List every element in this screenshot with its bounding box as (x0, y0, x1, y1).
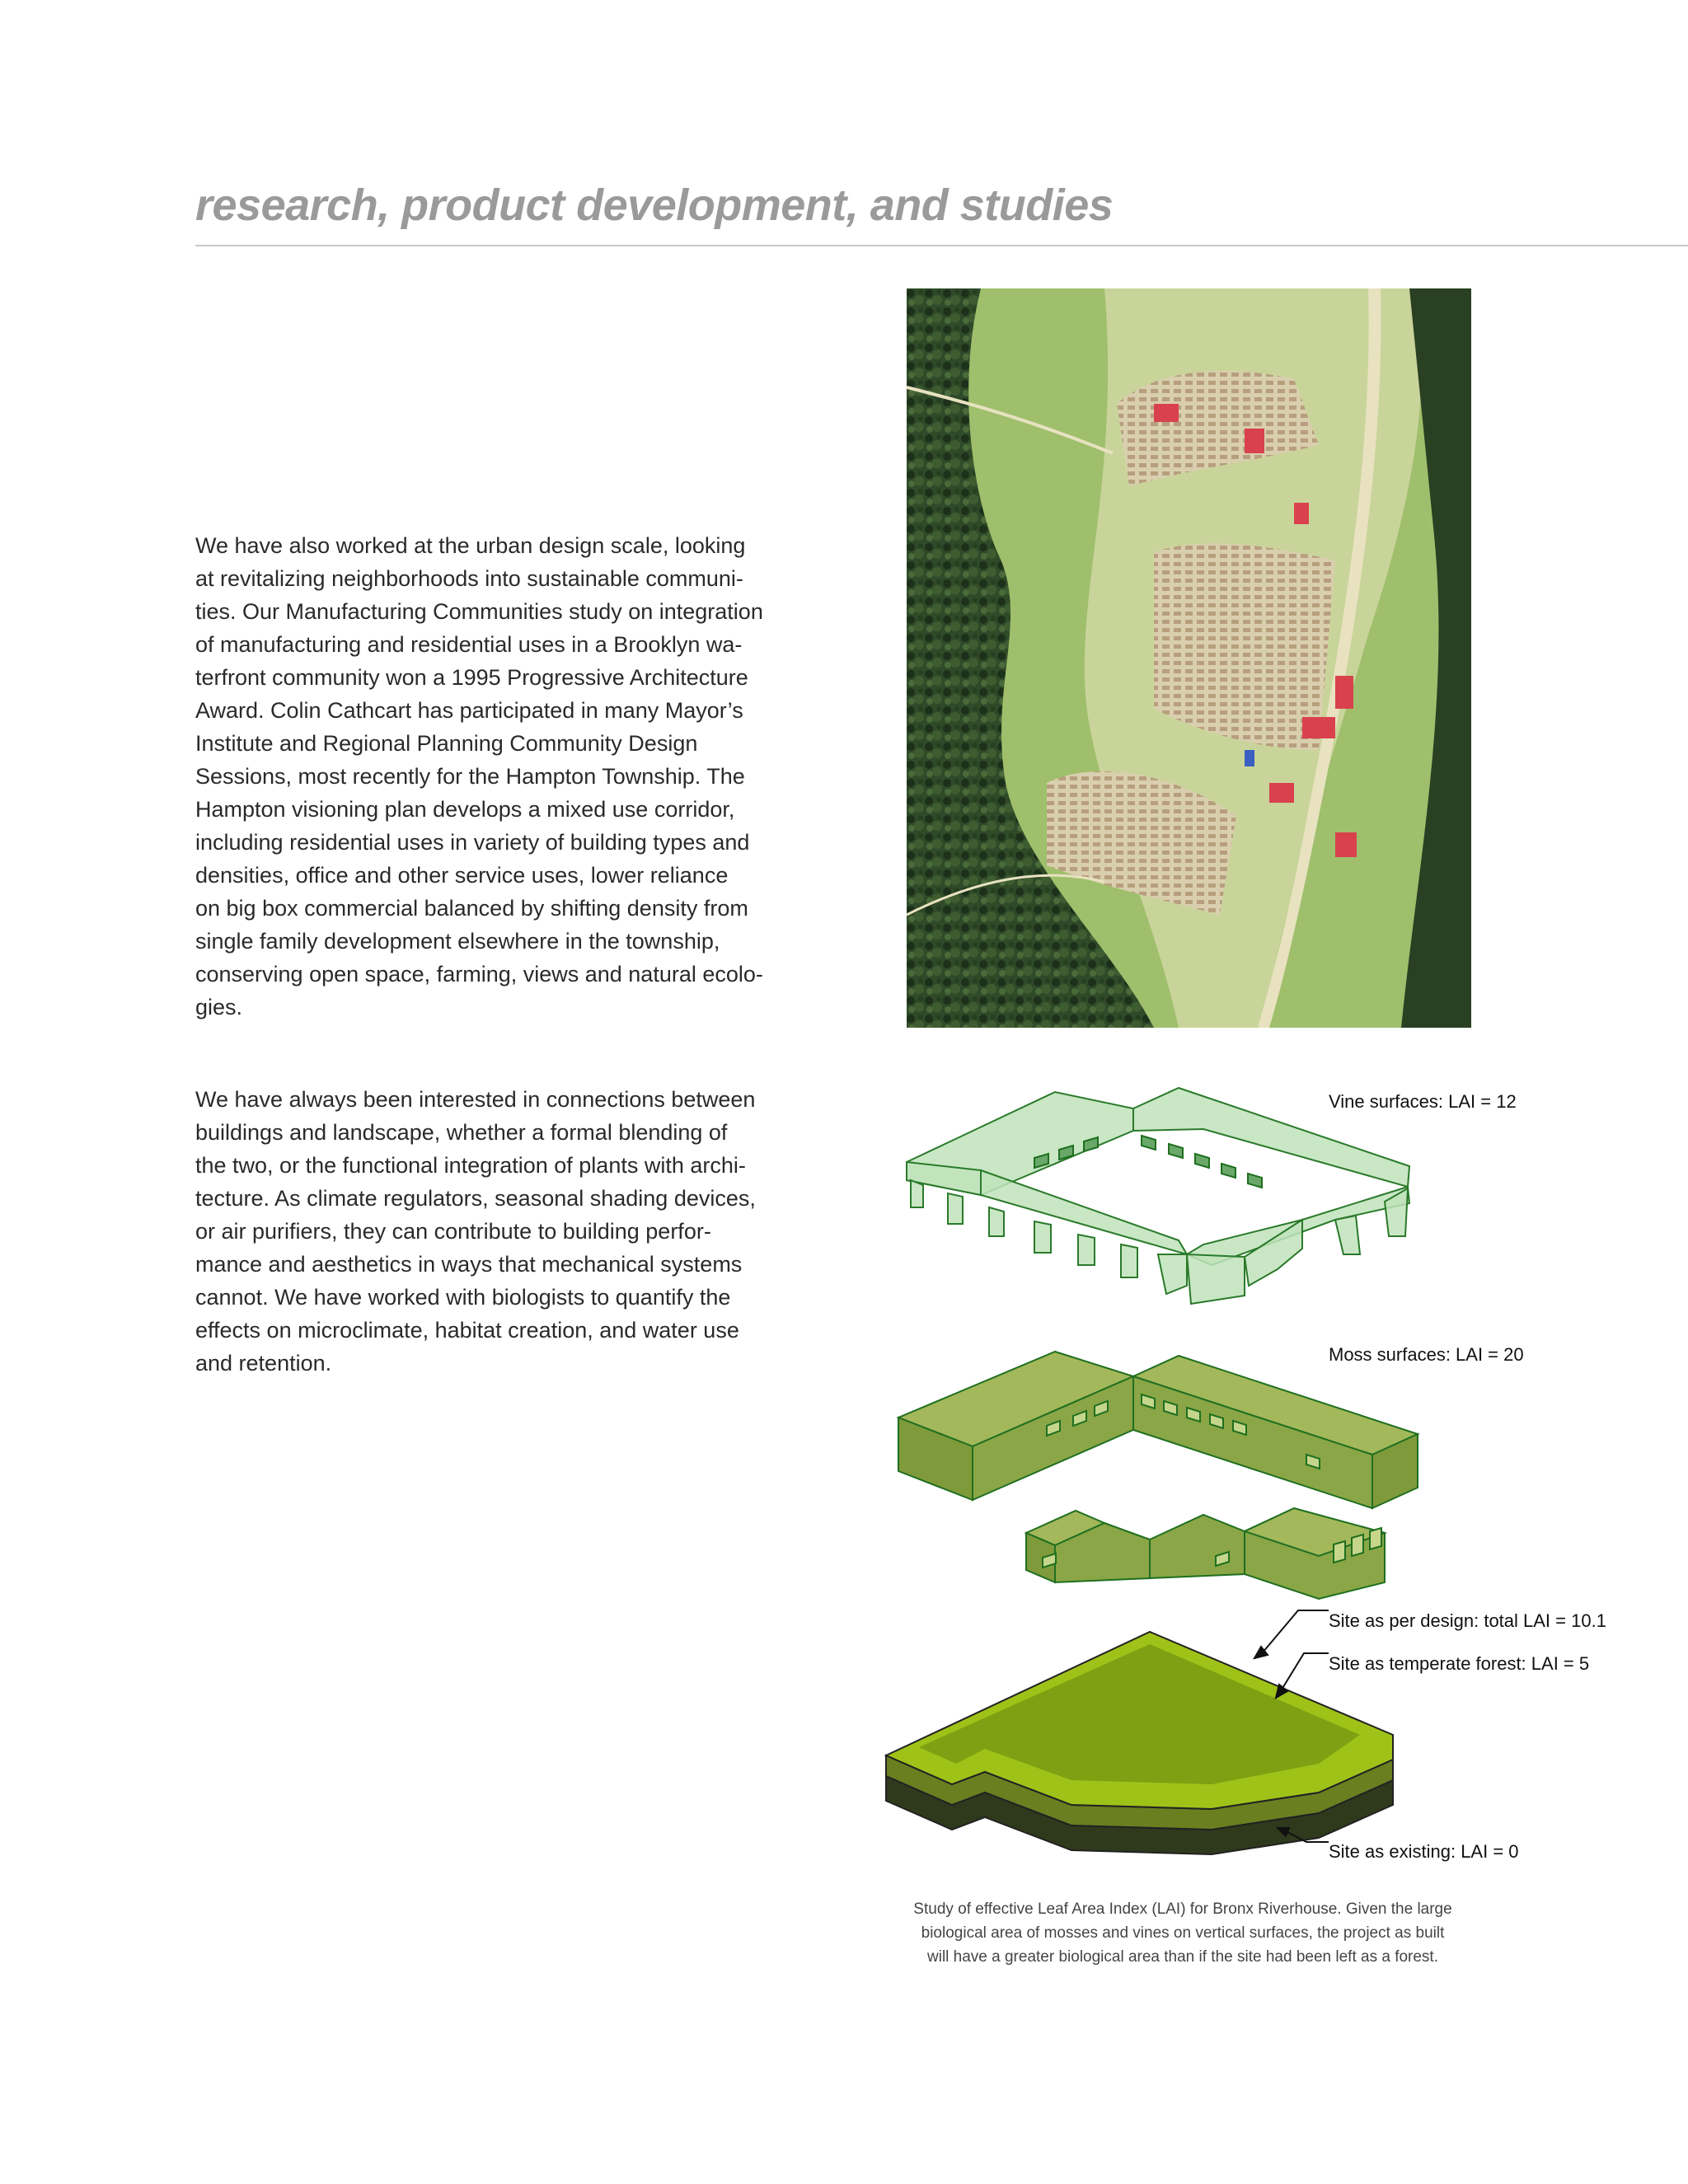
text-line: or air purifiers, they can contribute to building perfor- (195, 1219, 711, 1244)
text-line: including residential uses in variety of building types and (195, 830, 750, 855)
text-line: Hampton visioning plan develops a mixed use corridor, (195, 797, 735, 822)
text-line: mance and aesthetics in ways that mechanical systems (195, 1252, 743, 1277)
figure-caption (890, 1897, 1475, 1969)
paragraph-buildings-landscape (195, 1083, 772, 1380)
text-line: of manufacturing and residential uses in a Brooklyn wa- (195, 632, 743, 657)
caption-line: biological area of mosses and vines on vertical surfaces, the project as built (921, 1924, 1445, 1942)
label-vine-surfaces: Vine surfaces: LAI = 12 (1329, 1091, 1517, 1112)
text-line: and retention. (195, 1351, 332, 1376)
paragraph-urban-design (195, 529, 772, 1024)
caption-line: will have a greater biological area than if the site had been left as a forest. (927, 1948, 1438, 1966)
lai-axonometric-diagram (857, 1038, 1681, 1871)
text-line: the two, or the functional integration of plants with archi- (195, 1153, 746, 1178)
text-line: Institute and Regional Planning Community Design (195, 731, 698, 756)
text-line: cannot. We have worked with biologists to quantify the (195, 1285, 731, 1310)
text-line: tecture. As climate regulators, seasonal shading devices, (195, 1186, 756, 1211)
text-line: single family development elsewhere in the township, (195, 929, 720, 954)
text-line: ties. Our Manufacturing Communities study on integration (195, 599, 763, 624)
label-site-design: Site as per design: total LAI = 10.1 (1329, 1610, 1606, 1631)
text-line: terfront community won a 1995 Progressive Architecture (195, 665, 748, 690)
text-line: conserving open space, farming, views and natural ecolo- (195, 962, 763, 987)
site-base-layer (886, 1632, 1393, 1854)
aerial-site-plan-image (907, 288, 1471, 1028)
text-line: densities, office and other service uses, lower reliance (195, 863, 729, 888)
text-line: Sessions, most recently for the Hampton Township. The (195, 764, 745, 789)
text-line: on big box commercial balanced by shifting density from (195, 896, 748, 921)
label-moss-surfaces: Moss surfaces: LAI = 20 (1329, 1344, 1524, 1365)
vine-surfaces-layer (907, 1088, 1409, 1304)
text-line: We have also worked at the urban design scale, looking (195, 533, 746, 558)
label-site-forest: Site as temperate forest: LAI = 5 (1329, 1653, 1590, 1674)
text-line: effects on microclimate, habitat creation, and water use (195, 1318, 739, 1343)
label-site-existing: Site as existing: LAI = 0 (1329, 1841, 1519, 1862)
caption-line: Study of effective Leaf Area Index (LAI) for Bronx Riverhouse. Given the large (913, 1900, 1452, 1918)
text-line: We have always been interested in connections between (195, 1087, 756, 1112)
heading-rule (195, 245, 1688, 246)
page-heading: research, product development, and studies (195, 180, 1114, 230)
text-line: buildings and landscape, whether a formal blending of (195, 1120, 728, 1145)
text-line: at revitalizing neighborhoods into sustainable communi- (195, 566, 743, 591)
text-line: gies. (195, 995, 243, 1019)
moss-surfaces-layer (898, 1352, 1418, 1599)
text-line: Award. Colin Cathcart has participated in many Mayor’s (195, 698, 743, 723)
